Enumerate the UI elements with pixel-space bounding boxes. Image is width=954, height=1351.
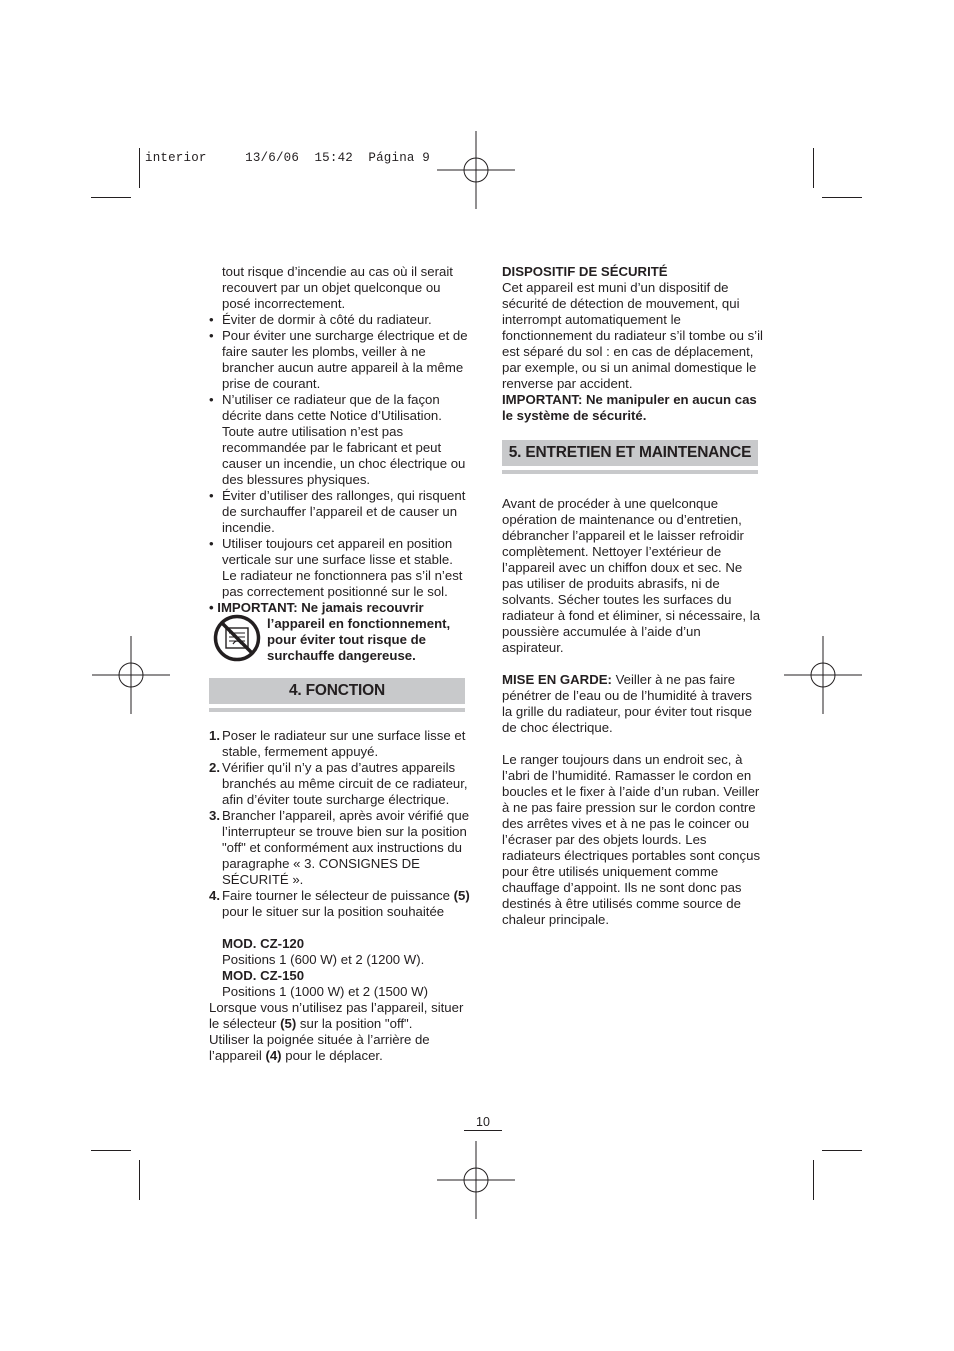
important-line: l’appareil en fonctionnement, [267, 616, 451, 631]
section-title: 5. ENTRETIEN ET MAINTENANCE [508, 444, 752, 461]
left-column [209, 264, 471, 1064]
crop-mark-tr-h [822, 197, 862, 198]
step-item [209, 808, 471, 888]
registration-mark-icon [784, 636, 862, 714]
crop-mark-bl-v [139, 1160, 140, 1200]
page-number-rule [464, 1130, 502, 1131]
safety-bullet: • Éviter de dormir à côté du radiateur. [209, 312, 471, 328]
step-text: Vérifier qu’il n’y a pas d’autres appareils branchés au même circuit de ce radiateur, afin d’éviter toute surcharge électrique. [222, 760, 468, 807]
paragraph-text: Lorsque vous n’utilisez pas l’appareil, situer le sélecteur [209, 1000, 464, 1031]
intro-continuation: tout risque d’incendie au cas où il serait recouvert par un objet quelconque ou posé incorrectement. [222, 264, 453, 311]
page-number: 10 [476, 1115, 490, 1129]
important-line: surchauffe dangereuse. [267, 648, 416, 663]
paragraph [209, 1000, 471, 1032]
crop-mark-bl-h [91, 1150, 131, 1151]
slug-name: interior [145, 151, 207, 165]
step-text: pour le situer sur la position souhaitée [222, 904, 445, 919]
safety-device-text: Cet appareil est muni d’un dispositif de sécurité de détection de mouvement, qui interrompt automatiquement le fonctionnement du radiateur s’il tombe ou s’il est séparé du sol : en cas de déplacement, par exemple, ou si un animal domestique le renverse par accident. [502, 280, 763, 391]
step-item [209, 888, 471, 920]
print-slug [145, 151, 430, 165]
section-heading-maintenance [502, 440, 758, 466]
safety-device-title: DISPOSITIF DE SÉCURITÉ [502, 264, 668, 279]
step-item [209, 728, 471, 760]
no-cover-icon [213, 614, 261, 662]
paragraph [209, 1032, 471, 1064]
crop-mark-br-v [813, 1160, 814, 1200]
model-title: MOD. CZ-120 [222, 936, 305, 951]
crop-mark-tl-h [91, 197, 131, 198]
warning-label: MISE EN GARDE: [502, 672, 612, 687]
step-number: 1. [209, 728, 220, 743]
slug-date: 13/6/06 [245, 151, 300, 165]
step-item [209, 760, 471, 808]
registration-mark-icon [437, 131, 515, 209]
storage-text: Le ranger toujours dans un endroit sec, à l’abri de l’humidité. Ramasser le cordon en boucles et le fixer à l’aide d’un ruban. Veiller à ne pas faire pression sur le cordon contre des arrêtes vives et à ne pas le coincer ou l’écraser par des objets lourds. Les radiateurs électriques portables sont conçus pour être utilisés uniquement comme chauffage d’appoint. Ils ne sont donc pas destinés à être utilisés comme source de chaleur principale. [502, 752, 761, 927]
warning-paragraph [502, 672, 764, 736]
warning-text: Veiller à ne pas faire pénétrer de l’eau ou de l’humidité à travers la grille du radiateur, pour éviter tout risque de choc électrique. [502, 672, 752, 735]
important-title: • IMPORTANT: Ne jamais recouvrir [209, 600, 424, 615]
safety-bullet: • N’utiliser ce radiateur que de la façon décrite dans cette Notice d’Utilisation. Toute autre utilisation n’est pas recommandée par le fabricant et peut causer un incendie, un choc électrique ou des blessures physiques. [209, 392, 471, 488]
section-heading-fonction [209, 678, 465, 704]
maintenance-text: Avant de procéder à une quelconque opération de maintenance ou d’entretien, débrancher l’appareil et le laisser refroidir complètement. Nettoyer l’extérieur de l’appareil avec un chiffon doux et sec. Ne pas utiliser de produits abrasifs, ni de solvants. Sécher toutes les surfaces du radiateur à fond et éliminer, si nécessaire, la poussière accumulée à l’aide d’un aspirateur. [502, 496, 761, 655]
step-text: Faire tourner le sélecteur de puissance [222, 888, 450, 903]
registration-mark-icon [437, 1141, 515, 1219]
paragraph-text: pour le déplacer. [281, 1048, 383, 1063]
model-title: MOD. CZ-150 [222, 968, 305, 983]
step-ref: (5) [453, 888, 470, 903]
model-text: Positions 1 (600 W) et 2 (1200 W). [222, 952, 425, 967]
model-text: Positions 1 (1000 W) et 2 (1500 W) [222, 984, 428, 999]
paragraph-text: sur la position "off". [296, 1016, 413, 1031]
safety-device-important: IMPORTANT: Ne manipuler en aucun cas le système de sécurité. [502, 392, 757, 423]
slug-time: 15:42 [314, 151, 353, 165]
section-title: 4. FONCTION [289, 682, 385, 699]
step-text: Brancher l’appareil, après avoir vérifié que l’interrupteur se trouve bien sur la position "off" et conformément aux instructions du paragraphe « 3. CONSIGNES DE SÉCURITÉ ». [222, 808, 470, 887]
important-warning [209, 600, 471, 664]
important-line: pour éviter tout risque de [267, 632, 427, 647]
step-number: 3. [209, 808, 220, 823]
crop-mark-tl-v [139, 148, 140, 188]
important-text [267, 616, 450, 664]
step-number: 2. [209, 760, 220, 775]
safety-bullet: • Pour éviter une surcharge électrique et de faire sauter les plombs, veiller à ne brancher aucun autre appareil à la même prise de courant. [209, 328, 471, 392]
paragraph-text: Utiliser la poignée située à l’arrière de l’appareil [209, 1032, 430, 1063]
step-text: Poser le radiateur sur une surface lisse et stable, fermement appuyé. [222, 728, 466, 759]
right-column [502, 264, 764, 928]
step-number: 4. [209, 888, 220, 903]
crop-mark-br-h [822, 1150, 862, 1151]
safety-bullet: • Éviter d’utiliser des rallonges, qui risquent de surchauffer l’appareil et de causer un incendie. [209, 488, 471, 536]
registration-mark-icon [92, 636, 170, 714]
safety-bullet: • Utiliser toujours cet appareil en position verticale sur une surface lisse et stable. Le radiateur ne fonctionnera pas s’il n’est pas correctement positionné sur le sol. [209, 536, 471, 600]
paragraph-ref: (4) [265, 1048, 282, 1063]
paragraph-ref: (5) [280, 1016, 297, 1031]
slug-page: Página 9 [368, 151, 431, 165]
crop-mark-tr-v [813, 148, 814, 188]
